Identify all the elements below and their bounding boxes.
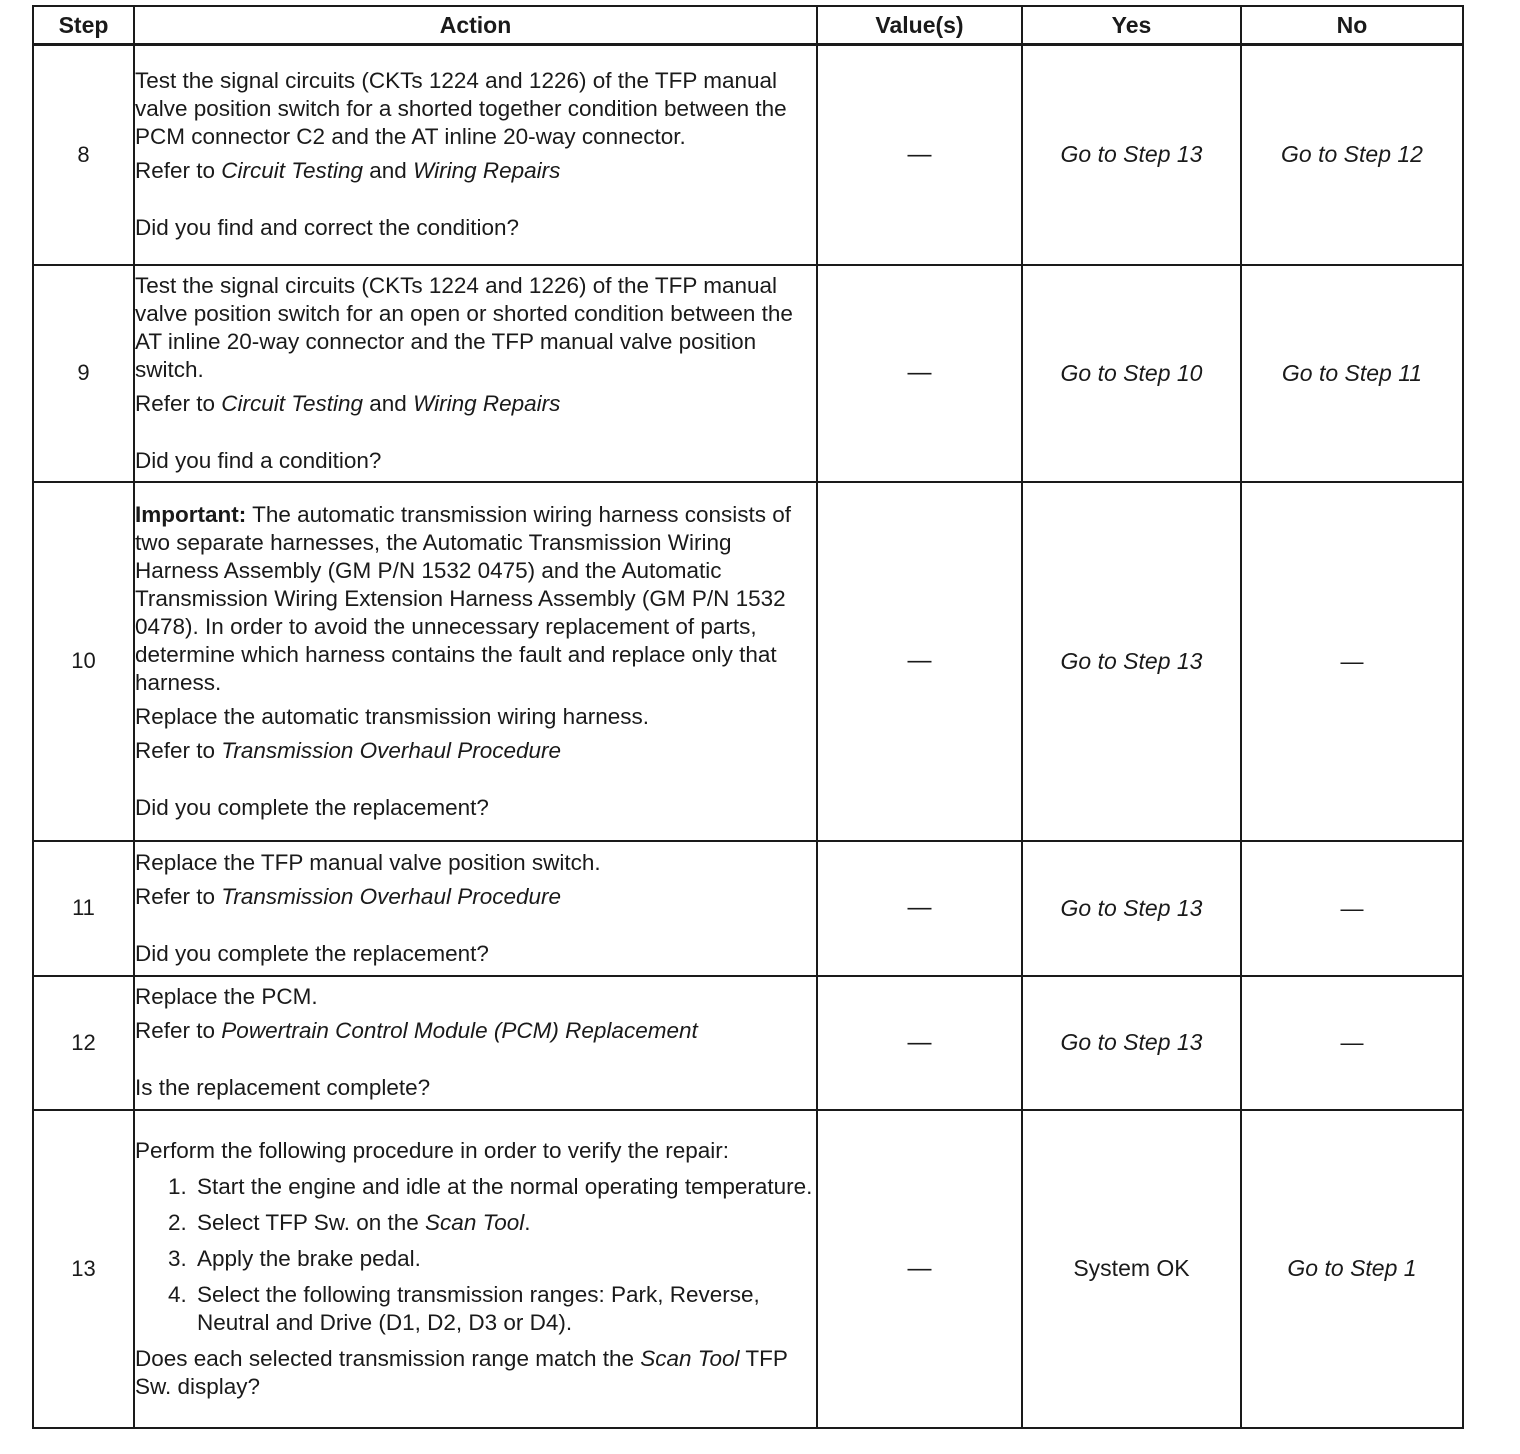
reference-link[interactable]: Circuit Testing xyxy=(221,158,364,184)
action-cell xyxy=(134,45,817,265)
action-cell xyxy=(134,482,817,841)
refer-prefix: Refer to xyxy=(135,1018,222,1043)
header-action: Action xyxy=(134,6,817,45)
step-number: 11 xyxy=(33,841,134,976)
table-row-step-8 xyxy=(33,45,1463,265)
reference-link[interactable]: Transmission Overhaul Procedure xyxy=(221,883,562,909)
refer-prefix: Refer to xyxy=(135,737,222,763)
step-number: 13 xyxy=(33,1110,134,1429)
action-text: Replace the TFP manual valve position switch. xyxy=(135,849,601,875)
refer-prefix: Refer to xyxy=(135,158,222,184)
question-text: Did you complete the replacement? xyxy=(135,940,489,966)
list-item: 3. Apply the brake pedal. xyxy=(193,1245,816,1273)
reference-link[interactable]: Transmission Overhaul Procedure xyxy=(221,737,562,763)
yes-action[interactable]: Go to Step 13 xyxy=(1022,976,1241,1110)
question-text: Did you complete the replacement? xyxy=(135,794,489,820)
no-action[interactable]: Go to Step 11 xyxy=(1241,265,1463,482)
question-text: Is the replacement complete? xyxy=(135,1075,431,1100)
no-action: — xyxy=(1241,976,1463,1110)
action-text: Test the signal circuits (CKTs 1224 and 1226) of the TFP manual valve position switch for an open or shorted condition between the AT inline 20-way connector and the TFP manual valve position switch. xyxy=(135,272,793,382)
table-row-step-9 xyxy=(33,265,1463,482)
no-action[interactable]: Go to Step 12 xyxy=(1241,45,1463,265)
action-cell xyxy=(134,265,817,482)
question-text: Did you find a condition? xyxy=(135,447,382,473)
refer-line xyxy=(135,157,816,185)
value-cell: — xyxy=(817,265,1022,482)
table-row-step-13 xyxy=(33,1110,1463,1429)
diagnostic-table xyxy=(32,5,1464,1429)
step-number: 12 xyxy=(33,976,134,1110)
important-text: The automatic transmission wiring harness consists of two separate harnesses, the Automatic Transmission Wiring Harness Assembly (GM P/N 1532 0475) and the Automatic Transmission Wiring Extension Harness Assembly (GM P/N 1532 0478). In order to avoid the unnecessary replacement of parts, determine which harness contains the fault and replace only that harness. xyxy=(135,501,792,695)
action-text: Replace the automatic transmission wiring harness. xyxy=(135,703,649,729)
action-cell xyxy=(134,976,817,1110)
list-item: 4. Select the following transmission ranges: Park, Reverse, Neutral and Drive (D1, D2, D3 or D4). xyxy=(193,1281,816,1337)
refer-and: and xyxy=(363,158,414,184)
question-text: Did you find and correct the condition? xyxy=(135,215,519,241)
no-action: — xyxy=(1241,482,1463,841)
refer-line xyxy=(135,390,816,418)
yes-action[interactable]: Go to Step 13 xyxy=(1022,482,1241,841)
value-cell: — xyxy=(817,482,1022,841)
table-row-step-12 xyxy=(33,976,1463,1110)
refer-prefix: Refer to xyxy=(135,390,222,416)
header-no: No xyxy=(1241,6,1463,45)
header-values: Value(s) xyxy=(817,6,1022,45)
value-cell: — xyxy=(817,976,1022,1110)
list-item: 2. Select TFP Sw. on the Scan Tool. xyxy=(193,1209,816,1237)
action-text: Test the signal circuits (CKTs 1224 and 1226) of the TFP manual valve position switch for a shorted together condition between the PCM connector C2 and the AT inline 20-way connector. xyxy=(135,68,787,150)
header-step: Step xyxy=(33,6,134,45)
reference-link[interactable]: Wiring Repairs xyxy=(413,158,561,184)
step-number: 10 xyxy=(33,482,134,841)
yes-action[interactable]: Go to Step 13 xyxy=(1022,841,1241,976)
header-yes: Yes xyxy=(1022,6,1241,45)
no-action[interactable]: Go to Step 1 xyxy=(1241,1110,1463,1429)
refer-line xyxy=(135,883,816,911)
refer-and: and xyxy=(363,390,414,416)
refer-prefix: Refer to xyxy=(135,883,222,909)
procedure-list xyxy=(135,1173,816,1337)
refer-line xyxy=(135,737,816,765)
reference-link[interactable]: Powertrain Control Module (PCM) Replacement xyxy=(221,1018,698,1043)
reference-link[interactable]: Circuit Testing xyxy=(221,390,364,416)
action-text: Replace the PCM. xyxy=(135,984,318,1009)
question-text: Does each selected transmission range match the Scan Tool TFP Sw. display? xyxy=(135,1345,788,1399)
header-row xyxy=(33,6,1463,45)
yes-action[interactable]: System OK xyxy=(1022,1110,1241,1429)
step-number: 9 xyxy=(33,265,134,482)
important-label: Important: xyxy=(135,501,247,527)
yes-action[interactable]: Go to Step 13 xyxy=(1022,45,1241,265)
value-cell: — xyxy=(817,1110,1022,1429)
action-cell xyxy=(134,1110,817,1429)
action-cell xyxy=(134,841,817,976)
no-action: — xyxy=(1241,841,1463,976)
step-number: 8 xyxy=(33,45,134,265)
table-row-step-11 xyxy=(33,841,1463,976)
important-note xyxy=(135,501,816,697)
list-item: 1. Start the engine and idle at the normal operating temperature. xyxy=(193,1173,816,1201)
value-cell: — xyxy=(817,45,1022,265)
table-row-step-10 xyxy=(33,482,1463,841)
yes-action[interactable]: Go to Step 10 xyxy=(1022,265,1241,482)
refer-line xyxy=(135,1017,816,1045)
action-text: Perform the following procedure in order to verify the repair: xyxy=(135,1137,730,1163)
reference-link[interactable]: Wiring Repairs xyxy=(413,390,561,416)
value-cell: — xyxy=(817,841,1022,976)
